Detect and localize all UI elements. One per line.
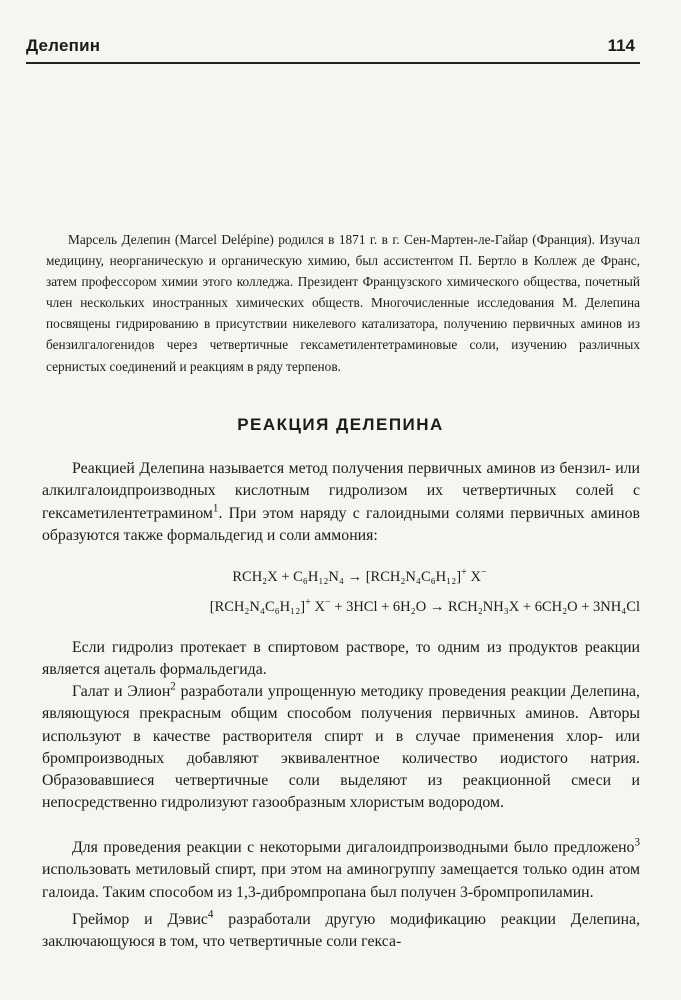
p5-text-rest: разработали другую модификацию реакции Делепина, заключающуюся в том, что четвертичные соли гекса-: [42, 911, 640, 951]
running-title: Делепин: [26, 36, 101, 55]
graymore-davies-paragraph: [42, 909, 640, 954]
intro-paragraph: [42, 458, 640, 547]
section-heading: РЕАКЦИЯ ДЕЛЕПИНА: [237, 415, 444, 434]
intro-text: Реакцией Делепина называется метод получения первичных аминов из бензил- или алкилгалоидпроизводных кислотным гидролизом их четвертичных солей с гексаметилентетрамином: [42, 460, 640, 522]
eq2-anion-charge: −: [324, 597, 331, 609]
eq1-anion-charge: −: [480, 567, 487, 579]
equation-2: [42, 599, 640, 616]
eq2-anion: X: [310, 599, 325, 615]
footnote-ref: 4: [207, 908, 214, 921]
p4-text-start: Для проведения реакции с некоторыми дигалоидпроизводными было предложено: [72, 839, 635, 856]
eq1-anion: X: [466, 569, 481, 585]
eq2-products: RCH₂NH₃X + 6CH₂O + 3NH₄Cl: [444, 599, 640, 615]
eq2-reactant: [RCH₂N₄C₆H₁₂]: [209, 599, 306, 615]
dihalide-paragraph: [42, 837, 640, 904]
equation-1: [0, 569, 681, 586]
footnote-ref: 1: [212, 502, 219, 515]
p5-text-start: Греймор и Дэвис: [72, 911, 208, 928]
eq1-reactants: RCH₂X + C₆H₁₂N₄: [232, 569, 344, 585]
galat-elion-paragraph: [42, 681, 640, 815]
eq1-cation-charge: +: [461, 567, 467, 579]
eq2-arrow: →: [429, 599, 445, 615]
footnote-ref: 2: [170, 680, 176, 693]
eq1-product: [RCH₂N₄C₆H₁₂]: [365, 569, 462, 585]
acetal-paragraph: Если гидролиз протекает в спиртовом растворе, то одним из продуктов реакции является ацеталь формальдегида.: [42, 639, 640, 679]
p3-text-start: Галат и Элион: [72, 683, 171, 700]
biography-paragraph: Марсель Делепин (Marcel Delépine) родился в 1871 г. в г. Сен-Мартен-ле-Гайар (Франция). Изучал медицину, неорганическую и органическую химию, был ассистентом П. Бертло в Коллеж де Франс, затем профессором химии этого колледжа. Президент Французского химического общества, почетный член нескольких иностранных химических обществ. Многочисленные исследования М. Делепина посвящены гидрированию в присутствии никелевого катализатора, получению первичных аминов из бензилгалогенидов через четвертичные гексаметилентетраминовые соли, изучению различных сернистых соединений и реакциям в ряду терпенов.: [46, 232, 640, 374]
header-rule: [26, 62, 640, 64]
eq1-arrow: →: [347, 569, 363, 585]
p4-text-rest: использовать метиловый спирт, при этом на аминогруппу замещается только один атом галоида. Таким способом из 1,3-дибромпропана был получен 3-бромпропиламин.: [42, 861, 640, 901]
eq2-cation-charge: +: [305, 597, 311, 609]
eq2-reagents: + 3HCl + 6H₂O: [330, 599, 430, 615]
footnote-ref: 3: [634, 836, 640, 849]
intro-text-tail: . При этом наряду с галоидными солями первичных аминов образуются также формальдегид и соли аммония:: [42, 504, 640, 544]
page-number: 114: [607, 36, 635, 55]
p3-text-rest: разработали упрощенную методику проведения реакции Делепина, являющуюся прекрасным общим способом получения первичных аминов. Авторы используют в качестве растворителя спирт и в случае применения хлор- или бромпроизводных добавляют эквивалентное количество иодистого натрия. Образовавшиеся четвертичные соли выделяют из реакционной смеси и непосредственно гидролизуют газообразным хлористым водородом.: [42, 683, 640, 812]
